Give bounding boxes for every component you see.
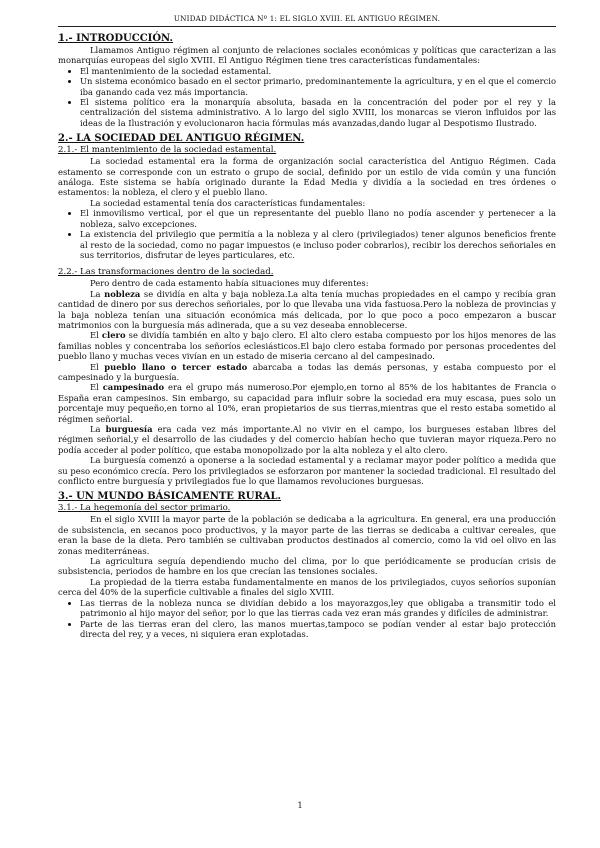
list-item: • Las tierras de la nobleza nunca se dividían debido a los mayorazgos,ley que obligaba a transmitir todo el patrimonio al hijo mayor del señor, por lo que las tierras cada vez eran más grandes y difíciles de administrar.: [80, 598, 556, 619]
list-item: • El mantenimiento de la sociedad estamental.: [80, 66, 556, 76]
campesinado-paragraph: El campesinado era el grupo más numeroso.Por ejemplo,en torno al 85% de los habitantes de Francia o España eran campesinos. Sin embargo, su capacidad para influir sobre la sociedad era muy escasa, pues solo un porcentaje muy pequeño,en torno al 10%, eran propietarios de sus tierras,mientras que el resto estaba sometido al régimen señorial.: [58, 382, 556, 424]
pueblo-llano-paragraph: El pueblo llano o tercer estado abarcaba a todas las demás personas, y estaba compuesto por el campesinado y la burguesía.: [58, 361, 556, 382]
clero-paragraph: El clero se dividía también en alto y bajo clero. El alto clero estaba compuesto por los hijos menores de las familias nobles y concentraba los señoríos eclesiásticos.El bajo clero estaba formado por personas procedentes del pueblo llano y muchas veces vivían en un estado de miseria cercano al del campesinado.: [58, 330, 556, 362]
paragraph: Pero dentro de cada estamento había situaciones muy diferentes:: [90, 278, 369, 289]
running-header: UNIDAD DIDÁCTICA Nº 1: EL SIGLO XVIII. EL ANTIGUO RÉGIMEN.: [58, 14, 556, 27]
paragraph: La sociedad estamental tenía dos características fundamentales:: [90, 197, 366, 208]
paragraph: La propiedad de la tierra estaba fundamentalmente en manos de los privilegiados, cuyos señoríos suponían cerca del 40% de la superficie cultivable a finales del siglo XVIII.: [58, 576, 556, 598]
page-number: 1: [297, 800, 303, 810]
section-1-heading: 1.- INTRODUCCIÓN.: [58, 33, 174, 44]
list-item: • Parte de las tierras eran del clero, las manos muertas,tampoco se podían vender al estar bajo protección directa del rey, y a veces, ni siquiera eran explotadas.: [80, 619, 556, 640]
list-item: • Un sistema económico basado en el sector primario, predominantemente la agricultura, y en el que el comercio iba ganando cada vez más importancia.: [80, 76, 556, 97]
subsection-2-1-heading: 2.1.- El mantenimiento de la sociedad estamental.: [58, 145, 277, 156]
paragraph: La sociedad estamental era la forma de organización social característica del Antiguo Régimen. Cada estamento se corresponde con un estrato o grupo de social, definido por un estilo de vida común y una función análoga. Este sistema se había originado durante la Edad Media y dividía a la sociedad en tres órdenes o estamentos: la nobleza, el clero y el pueblo llano.: [58, 156, 556, 198]
subsection-3-1-heading: 3.1.- La hegemonía del sector primario.: [58, 503, 231, 514]
characteristics-list: [58, 208, 556, 260]
paragraph: La agricultura seguía dependiendo mucho del clima, por lo que periódicamente se producían crisis de subsistencia, periodos de hambre en los que crecían las tensiones sociales.: [58, 556, 556, 577]
intro-paragraph: Llamamos Antiguo régimen al conjunto de relaciones sociales económicas y políticas que caracterizan a las monarquías europeas del siglo XVIII. El Antiguo Régimen tiene tres características fundamentales:: [58, 45, 556, 66]
burguesia-paragraph: La burguesía era cada vez más importante.Al no vivir en el campo, los burgueses estaban libres del régimen señorial,y el desarrollo de las ciudades y del comercio habían hecho que tuvieran mayor riqueza.Pero no podía acceder al poder político, que estaba monopolizado por la alta nobleza y el alto clero.: [58, 424, 556, 455]
intro-bullet-list: [58, 66, 556, 128]
list-item: • La existencia del privilegio que permitía a la nobleza y al clero (privilegiados) tener algunos beneficios frente al resto de la sociedad, como no pagar impuestos (e incluso poder cobrarlos), recibir los derechos señoriales en sus territorios, disfrutar de leyes particulares, etc.: [80, 229, 556, 260]
paragraph: La burguesía comenzó a oponerse a la sociedad estamental y a reclamar mayor poder político a medida que su peso económico crecía. Pero los privilegiados se esforzaron por mantener la sociedad tradicional. El resultado del conflicto entre burguesía y privilegiados fue lo que llamamos revoluciones burguesas.: [58, 455, 556, 487]
list-item: • El inmovilismo vertical, por el que un representante del pueblo llano no podía ascender y pertenecer a la nobleza, salvo excepciones.: [80, 208, 556, 229]
paragraph: En el siglo XVIII la mayor parte de la población se dedicaba a la agricultura. En general, era una producción de subsistencia, en secanos poco productivos, y la mayor parte de las tierras se dedicaba a cultivar cereales, que eran la base de la dieta. Pero también se cultivaban productos destinados al comercio, como la vid oel olivo en las zonas mediterráneas.: [58, 514, 556, 556]
nobleza-paragraph: La nobleza se dividía en alta y baja nobleza.La alta tenía muchas propiedades en el campo y recibía gran cantidad de dinero por sus derechos señoriales, por lo que llevaba una vida fastuosa.Pero la nobleza de provincias y la baja nobleza tenían una situación económica más delicada, por lo que poco a poco empezaron a buscar matrimonios con la burguesía más adinerada, que a su vez deseaba ennoblecerse.: [58, 288, 557, 330]
subsection-2-2-heading: 2.2.- Las transformaciones dentro de la sociedad.: [58, 267, 274, 278]
document-page: [58, 14, 556, 639]
list-item: • El sistema político era la monarquía absoluta, basada en la concentración del poder por el rey y la centralización del sistema administrativo. A lo largo del siglo XVIII, los monarcas se vieron influidos por las ideas de la Ilustración y evolucionaron hacia fórmulas más avanzadas,dando lugar al Despotismo Ilustrado.: [80, 97, 556, 128]
section-3-heading: 3.- UN MUNDO BÁSICAMENTE RURAL.: [58, 491, 282, 503]
section-2-heading: 2.- LA SOCIEDAD DEL ANTIGUO RÉGIMEN.: [58, 133, 305, 145]
land-ownership-list: [58, 598, 556, 640]
